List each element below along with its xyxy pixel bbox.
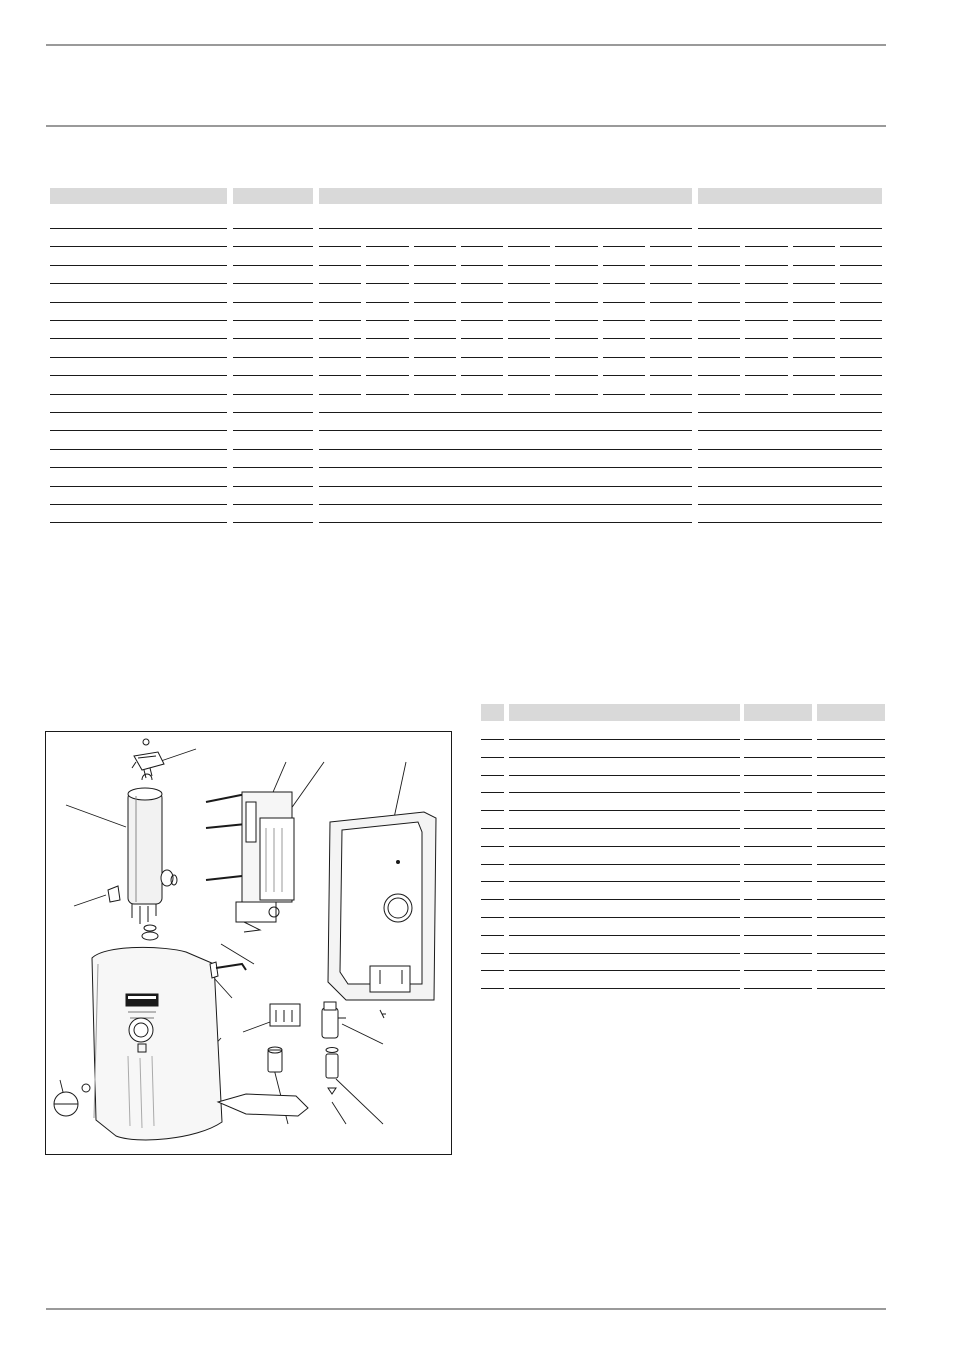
spec-row-subcell-line (650, 320, 692, 321)
spec-row-subcell-line (650, 375, 692, 376)
parts-row-line (744, 881, 812, 882)
parts-row-line (817, 792, 885, 793)
spec-row-subcell-line (461, 320, 503, 321)
spec-row-subcell-line (366, 283, 408, 284)
parts-row-line (481, 917, 504, 918)
spec-row-line (50, 522, 227, 523)
spec-row-subcell-line (840, 320, 882, 321)
thermal-cutout (132, 739, 164, 778)
heating-element (108, 774, 177, 940)
spec-row-subcell-line (650, 338, 692, 339)
spec-row-subcell-line (366, 357, 408, 358)
spec-row-subcell-line (603, 357, 645, 358)
parts-row-line (744, 757, 812, 758)
parts-row-line (481, 739, 504, 740)
spec-row-subcell-line (555, 375, 597, 376)
spec-row-subcell-line (461, 302, 503, 303)
spec-row-subcell-line (793, 320, 835, 321)
spec-row-line (233, 412, 313, 413)
spec-row-subcell-line (698, 338, 740, 339)
parts-table-header-no (481, 704, 504, 721)
spec-row-line (698, 504, 882, 505)
spec-row-subcell-line (366, 338, 408, 339)
spec-row-subcell-line (650, 246, 692, 247)
spec-row-subcell-line (508, 320, 550, 321)
parts-row-line (744, 810, 812, 811)
spec-row-line (50, 504, 227, 505)
parts-row-line (481, 792, 504, 793)
spec-row-subcell-line (745, 302, 787, 303)
spec-row-subcell-line (319, 320, 361, 321)
spec-row-subcell-line (793, 357, 835, 358)
spec-row-subcell-line (414, 357, 456, 358)
spec-row-line (233, 522, 313, 523)
spec-row-line (50, 283, 227, 284)
spec-table-header-col2 (233, 188, 313, 204)
spec-row-subcell-line (698, 246, 740, 247)
parts-row-line (744, 792, 812, 793)
spec-row-subcell-line (650, 265, 692, 266)
parts-row-line (509, 917, 740, 918)
parts-row-line (509, 846, 740, 847)
spec-row-subcell-line (840, 338, 882, 339)
spec-row-subcell-line (508, 265, 550, 266)
parts-row-line (817, 775, 885, 776)
spec-row-line (50, 486, 227, 487)
spec-row-subcell-line (461, 394, 503, 395)
spec-row-line (50, 357, 227, 358)
spec-row-subcell-line (414, 265, 456, 266)
spec-row-subcell-line (603, 302, 645, 303)
spec-row-subcell-line (319, 246, 361, 247)
spec-row-subcell-line (650, 394, 692, 395)
spec-row-subcell-line (366, 320, 408, 321)
spec-row-subcell-line (461, 338, 503, 339)
parts-row-line (744, 739, 812, 740)
spec-row-subcell-line (414, 338, 456, 339)
spec-row-subcell-line (508, 338, 550, 339)
parts-row-line (744, 953, 812, 954)
spec-row-subcell-line (366, 302, 408, 303)
spec-row-subcell-line (840, 375, 882, 376)
spec-row-subcell-line (555, 338, 597, 339)
spec-row-subcell-line (555, 265, 597, 266)
spec-row-subcell-line (414, 320, 456, 321)
spec-row-line (50, 302, 227, 303)
spec-row-line (50, 320, 227, 321)
spec-row-subcell-line (603, 320, 645, 321)
spec-row-subcell-line (414, 302, 456, 303)
spec-row-line (319, 430, 692, 431)
spec-row-subcell-line (319, 302, 361, 303)
spec-row-subcell-line (461, 246, 503, 247)
parts-row-line (481, 970, 504, 971)
parts-row-line (509, 757, 740, 758)
spec-row-subcell-line (745, 265, 787, 266)
spec-row-subcell-line (840, 357, 882, 358)
spec-row-subcell-line (698, 357, 740, 358)
spec-row-line (233, 228, 313, 229)
parts-row-line (481, 757, 504, 758)
spec-row-line (50, 265, 227, 266)
parts-row-line (817, 970, 885, 971)
parts-row-line (509, 970, 740, 971)
page-top-rule (46, 44, 886, 46)
spec-row-subcell-line (745, 357, 787, 358)
spec-row-subcell-line (461, 357, 503, 358)
spec-row-line (233, 449, 313, 450)
spec-row-subcell-line (319, 357, 361, 358)
parts-row-line (481, 881, 504, 882)
parts-row-line (744, 970, 812, 971)
spec-row-subcell-line (840, 265, 882, 266)
parts-row-line (481, 846, 504, 847)
spec-row-subcell-line (414, 394, 456, 395)
spec-row-subcell-line (555, 394, 597, 395)
back-wall-plate (328, 812, 436, 1018)
spec-row-line (233, 504, 313, 505)
parts-row-line (509, 739, 740, 740)
parts-row-line (817, 953, 885, 954)
parts-table-header-description (509, 704, 740, 721)
parts-row-line (481, 935, 504, 936)
spec-row-subcell-line (793, 302, 835, 303)
spec-row-subcell-line (319, 338, 361, 339)
spec-row-subcell-line (745, 320, 787, 321)
spec-row-subcell-line (840, 283, 882, 284)
spec-row-subcell-line (319, 394, 361, 395)
parts-row-line (481, 988, 504, 989)
spec-row-line (233, 375, 313, 376)
spec-row-line (233, 302, 313, 303)
spec-row-subcell-line (461, 265, 503, 266)
spec-row-line (233, 246, 313, 247)
parts-row-line (817, 917, 885, 918)
parts-row-line (509, 792, 740, 793)
spec-row-subcell-line (650, 357, 692, 358)
spec-row-subcell-line (793, 246, 835, 247)
parts-row-line (817, 935, 885, 936)
spec-row-subcell-line (698, 283, 740, 284)
parts-row-line (509, 828, 740, 829)
spec-row-line (319, 522, 692, 523)
spec-row-subcell-line (555, 302, 597, 303)
spec-row-subcell-line (603, 246, 645, 247)
spec-row-line (50, 394, 227, 395)
spec-row-subcell-line (414, 246, 456, 247)
parts-row-line (817, 864, 885, 865)
parts-table-header-col4 (817, 704, 885, 721)
parts-row-line (509, 864, 740, 865)
spec-row-subcell-line (745, 283, 787, 284)
parts-row-line (817, 757, 885, 758)
page-bottom-rule (46, 1308, 886, 1310)
parts-row-line (509, 810, 740, 811)
spec-row-subcell-line (745, 338, 787, 339)
page-header-rule (46, 125, 886, 127)
parts-row-line (817, 899, 885, 900)
parts-row-line (817, 881, 885, 882)
spec-row-subcell-line (603, 375, 645, 376)
spec-row-line (233, 338, 313, 339)
spec-row-subcell-line (555, 320, 597, 321)
spec-row-subcell-line (698, 375, 740, 376)
spec-row-subcell-line (840, 394, 882, 395)
parts-row-line (817, 828, 885, 829)
spec-row-line (50, 246, 227, 247)
parts-row-line (744, 988, 812, 989)
parts-row-line (744, 917, 812, 918)
parts-row-line (817, 846, 885, 847)
spec-row-subcell-line (698, 394, 740, 395)
parts-row-line (481, 828, 504, 829)
parts-row-line (744, 828, 812, 829)
spec-row-line (233, 283, 313, 284)
spec-row-subcell-line (745, 394, 787, 395)
spec-row-line (698, 467, 882, 468)
spec-row-line (233, 394, 313, 395)
spec-table-header-col3 (319, 188, 692, 204)
parts-row-line (481, 899, 504, 900)
spec-row-line (233, 430, 313, 431)
spec-row-subcell-line (603, 283, 645, 284)
parts-table-header-col3 (744, 704, 812, 721)
spec-row-subcell-line (366, 246, 408, 247)
spec-row-subcell-line (366, 394, 408, 395)
spec-table-header-col1 (50, 188, 227, 204)
spec-row-subcell-line (650, 283, 692, 284)
spec-row-line (319, 412, 692, 413)
spec-row-line (319, 449, 692, 450)
spec-row-subcell-line (319, 375, 361, 376)
spec-row-subcell-line (508, 357, 550, 358)
spec-row-subcell-line (650, 302, 692, 303)
electronic-module (206, 792, 294, 932)
spec-row-line (319, 486, 692, 487)
spec-row-line (50, 467, 227, 468)
spec-row-line (50, 338, 227, 339)
parts-row-line (744, 846, 812, 847)
spec-row-subcell-line (745, 246, 787, 247)
spec-row-subcell-line (508, 302, 550, 303)
spec-row-subcell-line (698, 302, 740, 303)
parts-row-line (817, 739, 885, 740)
parts-row-line (509, 953, 740, 954)
appliance-cover (92, 947, 222, 1140)
parts-row-line (509, 935, 740, 936)
spec-row-subcell-line (603, 265, 645, 266)
spec-row-subcell-line (319, 265, 361, 266)
spec-row-subcell-line (840, 302, 882, 303)
parts-row-line (744, 864, 812, 865)
spec-row-subcell-line (508, 246, 550, 247)
spec-row-line (698, 522, 882, 523)
exploded-view-figure (45, 731, 452, 1155)
spec-row-line (319, 228, 692, 229)
spec-row-line (698, 449, 882, 450)
spec-row-subcell-line (461, 375, 503, 376)
spec-row-line (50, 412, 227, 413)
parts-row-line (509, 899, 740, 900)
spec-row-line (50, 375, 227, 376)
spec-row-line (233, 467, 313, 468)
spec-row-subcell-line (414, 283, 456, 284)
spec-row-subcell-line (555, 357, 597, 358)
spec-row-line (233, 486, 313, 487)
spec-row-subcell-line (366, 375, 408, 376)
spec-row-subcell-line (319, 283, 361, 284)
spec-row-line (698, 430, 882, 431)
spec-table-header-col4 (698, 188, 882, 204)
spec-row-line (319, 504, 692, 505)
parts-row-line (817, 810, 885, 811)
spec-row-line (698, 486, 882, 487)
parts-row-line (509, 881, 740, 882)
spec-row-line (698, 412, 882, 413)
spec-row-line (698, 228, 882, 229)
spec-row-line (50, 449, 227, 450)
spec-row-line (319, 467, 692, 468)
parts-row-line (744, 935, 812, 936)
spec-row-line (233, 357, 313, 358)
parts-row-line (509, 988, 740, 989)
spec-row-subcell-line (366, 265, 408, 266)
spec-row-subcell-line (793, 338, 835, 339)
spec-row-subcell-line (698, 320, 740, 321)
spec-row-subcell-line (508, 394, 550, 395)
spec-row-subcell-line (745, 375, 787, 376)
spec-row-subcell-line (508, 375, 550, 376)
parts-row-line (481, 810, 504, 811)
spec-row-line (233, 265, 313, 266)
spec-row-subcell-line (508, 283, 550, 284)
spec-row-line (233, 320, 313, 321)
parts-row-line (744, 899, 812, 900)
spec-row-subcell-line (603, 338, 645, 339)
exploded-view-drawing (46, 732, 451, 1154)
parts-row-line (817, 988, 885, 989)
spec-row-line (50, 430, 227, 431)
spec-row-subcell-line (603, 394, 645, 395)
parts-row-line (481, 864, 504, 865)
spec-row-subcell-line (461, 283, 503, 284)
parts-row-line (481, 953, 504, 954)
parts-row-line (744, 775, 812, 776)
spec-row-subcell-line (698, 265, 740, 266)
spec-row-subcell-line (840, 246, 882, 247)
spec-row-subcell-line (555, 283, 597, 284)
parts-row-line (481, 775, 504, 776)
spec-row-subcell-line (555, 246, 597, 247)
spec-row-subcell-line (414, 375, 456, 376)
parts-row-line (509, 775, 740, 776)
spec-row-subcell-line (793, 394, 835, 395)
spec-row-subcell-line (793, 265, 835, 266)
spec-row-subcell-line (793, 375, 835, 376)
spec-row-subcell-line (793, 283, 835, 284)
spec-row-line (50, 228, 227, 229)
